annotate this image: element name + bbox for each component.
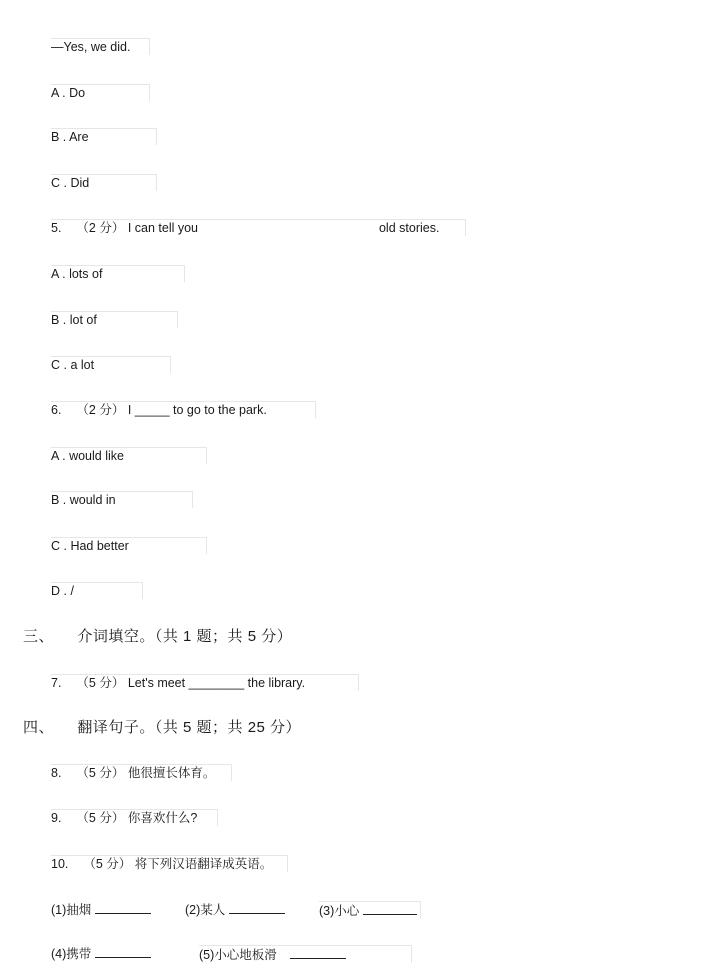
q10-item-5 bbox=[199, 945, 412, 963]
q6-option-c[interactable]: C . Had better bbox=[51, 537, 207, 554]
q5-option-c[interactable]: C . a lot bbox=[51, 356, 171, 373]
answer-blank[interactable] bbox=[95, 945, 151, 958]
q5-option-b[interactable]: B . lot of bbox=[51, 311, 178, 328]
question-text-end: old stories. bbox=[378, 221, 440, 235]
question-number: 5. bbox=[51, 221, 62, 235]
question-score: （5 分） bbox=[83, 857, 132, 871]
question-number: 6. bbox=[51, 403, 62, 417]
question-text: 将下列汉语翻译成英语。 bbox=[134, 857, 273, 871]
answer-blank[interactable] bbox=[229, 901, 285, 914]
q10-item-3 bbox=[319, 901, 421, 919]
question-7 bbox=[51, 674, 359, 691]
section-title: 介词填空。（共 1 题；共 5 分） bbox=[77, 628, 293, 645]
question-score: （2 分） bbox=[76, 403, 125, 417]
question-score: （5 分） bbox=[76, 676, 125, 690]
q10-item-1 bbox=[51, 901, 151, 918]
q10-item-4 bbox=[51, 945, 151, 962]
question-10 bbox=[51, 855, 288, 872]
question-text: I _____ to go to the park. bbox=[127, 403, 267, 417]
q4-answer-line: —Yes, we did. bbox=[51, 38, 150, 55]
item-label: (3)小心 bbox=[319, 904, 360, 918]
answer-blank[interactable] bbox=[363, 902, 417, 915]
question-9 bbox=[51, 809, 218, 826]
answer-blank[interactable] bbox=[95, 901, 151, 914]
q4-option-b[interactable]: B . Are bbox=[51, 128, 157, 145]
section-title: 翻译句子。（共 5 题；共 25 分） bbox=[77, 719, 302, 736]
q5-option-a[interactable]: A . lots of bbox=[51, 265, 185, 282]
question-number: 7. bbox=[51, 676, 62, 690]
item-label: (4)携带 bbox=[51, 947, 92, 961]
item-label: (2)某人 bbox=[185, 903, 226, 917]
question-number: 9. bbox=[51, 811, 62, 825]
question-5 bbox=[51, 219, 466, 236]
q4-option-c[interactable]: C . Did bbox=[51, 174, 157, 191]
section-index: 四、 bbox=[23, 719, 55, 736]
item-label: (1)抽烟 bbox=[51, 903, 92, 917]
question-6 bbox=[51, 401, 316, 418]
item-label: (5)小心地板滑 bbox=[199, 948, 277, 962]
question-score: （5 分） bbox=[76, 811, 125, 825]
q6-option-b[interactable]: B . would in bbox=[51, 491, 193, 508]
answer-blank[interactable] bbox=[290, 946, 346, 959]
section-4-heading bbox=[23, 718, 301, 738]
question-number: 10. bbox=[51, 857, 69, 871]
question-text: 你喜欢什么? bbox=[127, 811, 198, 825]
q4-option-a[interactable]: A . Do bbox=[51, 84, 150, 101]
question-text: I can tell you bbox=[127, 221, 199, 235]
question-score: （2 分） bbox=[76, 221, 125, 235]
question-number: 8. bbox=[51, 766, 62, 780]
question-text: Let's meet ________ the library. bbox=[127, 676, 306, 690]
q10-item-2 bbox=[185, 901, 285, 918]
section-index: 三、 bbox=[23, 628, 55, 645]
question-score: （5 分） bbox=[76, 766, 125, 780]
section-3-heading bbox=[23, 627, 292, 647]
q6-option-d[interactable]: D . / bbox=[51, 582, 143, 599]
question-8 bbox=[51, 764, 232, 781]
q6-option-a[interactable]: A . would like bbox=[51, 447, 207, 464]
question-text: 他很擅长体育。 bbox=[127, 766, 216, 780]
